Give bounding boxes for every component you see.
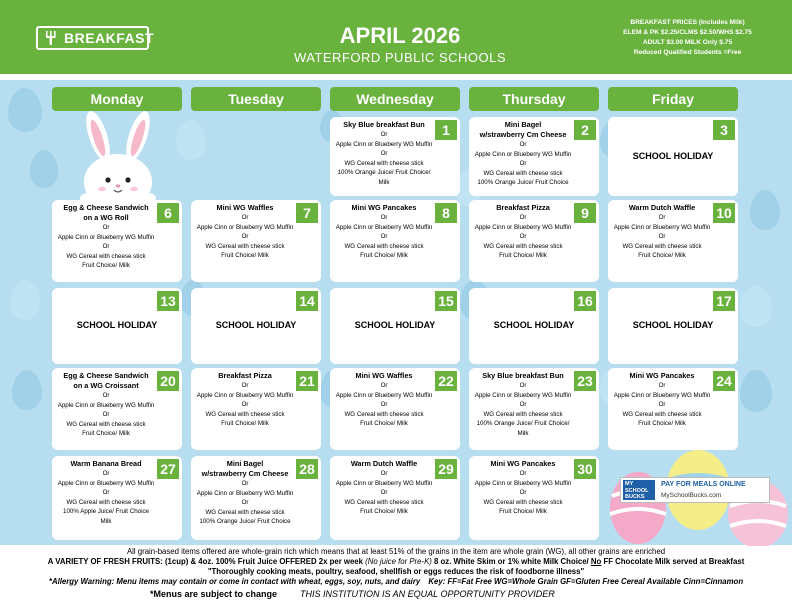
fork-icon	[44, 31, 58, 45]
menu-line: Fruit Choice/ Milk	[638, 420, 686, 427]
menu-items	[334, 459, 434, 517]
menu-line: Fruit Choice/ Milk	[82, 262, 130, 269]
menu-line: Or	[241, 401, 249, 408]
price-line: BREAKFAST PRICES (Includes Milk)	[630, 19, 745, 26]
menu-items	[56, 203, 156, 271]
calendar-day-cell	[330, 456, 460, 540]
menu-items	[195, 371, 295, 429]
holiday-label: SCHOOL HOLIDAY	[76, 320, 158, 330]
menu-line: Apple Cinn or Blueberry WG Muffin	[613, 223, 711, 231]
menu-line: Or	[102, 224, 110, 231]
menu-items	[612, 203, 712, 261]
logo-line: BUCKS	[625, 494, 645, 500]
calendar-day-cell	[330, 288, 460, 364]
footer-text: All grain-based items offered are whole-grain rich which means that at least 51% of the grains in the item are whole grain (WG), all other grains are enriched	[126, 547, 666, 556]
menu-item-title: Sky Blue breakfast Bun	[482, 371, 564, 380]
menu-line: Apple Cinn or Blueberry WG Muffin	[613, 391, 711, 399]
menu-line: 100% Orange Juice/ Fruit Choice	[477, 179, 569, 186]
calendar-day-cell	[469, 288, 599, 364]
calendar-day-cell	[469, 200, 599, 282]
calendar-day-cell	[608, 368, 738, 450]
decorative-egg	[12, 370, 42, 410]
menu-item-title: Mini WG Pancakes	[351, 203, 417, 212]
menu-line: Or	[380, 489, 388, 496]
menu-line: Or	[241, 499, 249, 506]
day-number: 7	[296, 203, 318, 223]
myschoolbucks-logo	[623, 480, 655, 500]
menu-items	[473, 120, 573, 188]
menu-line: WG Cereal with cheese stick	[66, 498, 146, 506]
calendar-day-cell	[469, 117, 599, 196]
menu-line: Or	[380, 382, 388, 389]
menu-line: Or	[241, 382, 249, 389]
menu-line: Or	[658, 401, 666, 408]
menu-items	[334, 371, 434, 429]
logo-line: SCHOOL	[625, 487, 649, 494]
calendar-day-cell	[608, 288, 738, 364]
day-number: 24	[713, 371, 735, 391]
menu-item-title: Mini WG Waffles	[355, 371, 413, 380]
menu-line: Or	[658, 214, 666, 221]
menu-line: Apple Cinn or Blueberry WG Muffin	[474, 391, 572, 399]
footer-text: *Allergy Warning: Menu items may contain or come in contact with wheat, eggs, soy, nuts, and dairy	[48, 577, 421, 586]
menu-line: WG Cereal with cheese stick	[66, 252, 146, 260]
calendar-day-cell	[52, 288, 182, 364]
page-subtitle: WATERFORD PUBLIC SCHOOLS	[293, 50, 507, 65]
menu-line: Or	[380, 401, 388, 408]
menu-item-title: Mini WG Pancakes	[490, 459, 556, 468]
day-number: 16	[574, 291, 596, 311]
menu-line: WG Cereal with cheese stick	[344, 498, 424, 506]
menu-line: Or	[102, 392, 110, 399]
day-header-friday: Friday	[608, 87, 738, 111]
footer-text: "Thoroughly cooking meats, poultry, seafood, shellfish or eggs reduces the risk of foodborne illness"	[207, 567, 585, 576]
menu-line: Apple Cinn or Blueberry WG Muffin	[335, 479, 433, 487]
menu-line: Apple Cinn or Blueberry WG Muffin	[57, 401, 155, 409]
decorative-egg	[10, 280, 40, 320]
menu-item-title: Egg & Cheese Sandwich	[63, 371, 149, 380]
footer-allergy	[0, 577, 792, 586]
day-number: 14	[296, 291, 318, 311]
menu-item-title: Egg & Cheese Sandwich	[63, 203, 149, 212]
menu-line: WG Cereal with cheese stick	[483, 242, 563, 250]
day-number: 9	[574, 203, 596, 223]
calendar-day-cell	[191, 368, 321, 450]
menu-items	[56, 371, 156, 439]
menu-line: WG Cereal with cheese stick	[344, 159, 424, 167]
menu-line: WG Cereal with cheese stick	[66, 420, 146, 428]
menu-line: 100% Orange Juice/ Fruit Choice/ Milk	[476, 420, 570, 437]
menu-item-title: on a WG Roll	[83, 213, 129, 222]
day-number: 6	[157, 203, 179, 223]
holiday-label: SCHOOL HOLIDAY	[493, 320, 575, 330]
day-number: 13	[157, 291, 179, 311]
footer-fruit-milk-note	[0, 557, 792, 566]
footer-text: THIS INSTITUTION IS AN EQUAL OPPORTUNITY PROVIDER	[300, 589, 555, 599]
menu-line: Or	[102, 411, 110, 418]
menu-line: WG Cereal with cheese stick	[344, 242, 424, 250]
menu-line: Apple Cinn or Blueberry WG Muffin	[196, 489, 294, 497]
menu-line: Or	[241, 233, 249, 240]
menu-items	[473, 371, 573, 438]
menu-line: Or	[519, 160, 527, 167]
calendar-day-cell	[52, 200, 182, 282]
menu-line: Apple Cinn or Blueberry WG Muffin	[57, 479, 155, 487]
calendar-day-cell	[608, 117, 738, 196]
menu-line: Fruit Choice/ Milk	[360, 508, 408, 515]
footer-text: A VARIETY OF FRESH FRUITS: (1cup) & 4oz. 100% Fruit Juice OFFERED 2x per week	[47, 557, 363, 566]
calendar-day-cell	[52, 456, 182, 540]
menu-item-title: Mini WG Waffles	[216, 203, 274, 212]
menu-line: Apple Cinn or Blueberry WG Muffin	[474, 223, 572, 231]
day-number: 20	[157, 371, 179, 391]
day-header-tuesday: Tuesday	[191, 87, 321, 111]
calendar-day-cell	[52, 368, 182, 450]
day-number: 8	[435, 203, 457, 223]
menu-line: Or	[380, 233, 388, 240]
holiday-label: SCHOOL HOLIDAY	[215, 320, 297, 330]
menu-item-title: Breakfast Pizza	[218, 371, 272, 380]
menu-line: Or	[380, 150, 388, 157]
menu-line: Apple Cinn or Blueberry WG Muffin	[335, 223, 433, 231]
menu-line: Or	[519, 382, 527, 389]
decorative-egg	[750, 190, 780, 230]
menu-items	[56, 459, 156, 526]
day-number: 10	[713, 203, 735, 223]
decorative-egg	[176, 120, 206, 160]
calendar-day-cell	[469, 456, 599, 540]
menu-line: Apple Cinn or Blueberry WG Muffin	[474, 479, 572, 487]
menu-line: WG Cereal with cheese stick	[344, 410, 424, 418]
holiday-label: SCHOOL HOLIDAY	[632, 320, 714, 330]
menu-items	[473, 459, 573, 517]
menu-line: Or	[519, 214, 527, 221]
menu-item-title: on a WG Croissant	[73, 381, 139, 390]
menu-item-title: Mini WG Pancakes	[629, 371, 695, 380]
menu-item-title: Warm Dutch Waffle	[628, 203, 696, 212]
menu-item-title: Warm Banana Bread	[70, 459, 142, 468]
day-number: 22	[435, 371, 457, 391]
decorative-egg	[740, 285, 772, 327]
footer-grain-note	[0, 547, 792, 556]
menu-line: Apple Cinn or Blueberry WG Muffin	[335, 140, 433, 148]
decorative-egg	[740, 370, 772, 412]
header-banner	[0, 0, 792, 74]
menu-line: Apple Cinn or Blueberry WG Muffin	[196, 223, 294, 231]
day-number: 28	[296, 459, 318, 479]
menu-line: Or	[380, 131, 388, 138]
footer-text: No	[590, 557, 602, 566]
pay-title: PAY FOR MEALS ONLINE	[661, 481, 746, 488]
menu-line: Apple Cinn or Blueberry WG Muffin	[335, 391, 433, 399]
price-line: Reduced Qualified Students =Free	[633, 49, 742, 56]
holiday-label: SCHOOL HOLIDAY	[632, 150, 714, 161]
menu-items	[195, 459, 295, 527]
menu-line: Fruit Choice/ Milk	[221, 252, 269, 259]
calendar-day-cell	[330, 117, 460, 196]
menu-line: WG Cereal with cheese stick	[622, 410, 702, 418]
day-number: 27	[157, 459, 179, 479]
menu-item-title: Breakfast Pizza	[496, 203, 550, 212]
menu-line: Or	[102, 470, 110, 477]
bunny-illustration	[68, 110, 168, 202]
day-number: 29	[435, 459, 457, 479]
calendar-day-cell	[469, 368, 599, 450]
menu-items	[334, 203, 434, 261]
decorative-egg	[30, 150, 58, 188]
menu-line: Milk	[100, 517, 112, 525]
decorative-egg	[8, 88, 42, 132]
menu-line: WG Cereal with cheese stick	[483, 410, 563, 418]
footer-text: (No juice for Pre-K)	[365, 557, 432, 566]
page-title: APRIL 2026	[339, 23, 461, 48]
menu-line: WG Cereal with cheese stick	[205, 508, 285, 516]
menu-line: Or	[519, 489, 527, 496]
menu-line: WG Cereal with cheese stick	[483, 169, 563, 177]
footer-text: *Menus are subject to change	[150, 589, 278, 599]
calendar-day-cell	[191, 456, 321, 540]
day-number: 2	[574, 120, 596, 140]
day-number: 23	[574, 371, 596, 391]
menu-line: WG Cereal with cheese stick	[483, 498, 563, 506]
day-number: 21	[296, 371, 318, 391]
footer-text: FF Chocolate Milk served at Breakfast	[603, 557, 745, 566]
menu-line: Fruit Choice/ Milk	[82, 430, 130, 437]
menu-line: 100% Orange Juice/ Fruit Choice	[199, 518, 291, 525]
price-list	[600, 18, 775, 58]
menu-line: Or	[380, 470, 388, 477]
menu-items	[473, 203, 573, 261]
menu-line: Or	[102, 243, 110, 250]
menu-line: Fruit Choice/ Milk	[221, 420, 269, 427]
menu-items	[195, 203, 295, 261]
menu-line: Or	[519, 470, 527, 477]
menu-line: Apple Cinn or Blueberry WG Muffin	[196, 391, 294, 399]
footer-text: 8 oz. White Skim or 1% white Milk Choice/	[434, 557, 589, 566]
pay-url[interactable]: MySchoolBucks.com	[661, 492, 722, 499]
price-line: ADULT $3.00 MILK Only $.75	[642, 39, 733, 46]
day-number: 1	[435, 120, 457, 140]
day-header-thursday: Thursday	[469, 87, 599, 111]
footer-food-safety	[0, 567, 792, 576]
menu-line: 100% Apple Juice/ Fruit Choice	[63, 508, 149, 515]
menu-line: Fruit Choice/ Milk	[360, 252, 408, 259]
menu-line: Or	[241, 214, 249, 221]
day-number: 3	[713, 120, 735, 140]
menu-line: Fruit Choice/ Milk	[499, 508, 547, 515]
menu-item-title: Sky Blue breakfast Bun	[343, 120, 425, 129]
menu-line: Or	[241, 480, 249, 487]
day-header-wednesday: Wednesday	[330, 87, 460, 111]
day-number: 17	[713, 291, 735, 311]
menu-line: Or	[380, 214, 388, 221]
menu-line: WG Cereal with cheese stick	[622, 242, 702, 250]
day-header-monday: Monday	[52, 87, 182, 111]
menu-line: Fruit Choice/ Milk	[360, 420, 408, 427]
menu-line: 100% Orange Juice/ Fruit Choice/ Milk	[337, 169, 431, 186]
day-number: 15	[435, 291, 457, 311]
menu-line: Or	[519, 233, 527, 240]
calendar-day-cell	[191, 200, 321, 282]
price-line: ELEM & PK $2.25/CLMS $2.50/WHS $2.75	[623, 29, 752, 36]
logo-text: BREAKFAST	[64, 30, 155, 46]
menu-item-title: Mini Bagel	[504, 120, 542, 129]
menu-line: Apple Cinn or Blueberry WG Muffin	[474, 150, 572, 158]
menu-line: WG Cereal with cheese stick	[205, 410, 285, 418]
calendar-day-cell	[191, 288, 321, 364]
menu-line: Apple Cinn or Blueberry WG Muffin	[57, 233, 155, 241]
menu-line: Fruit Choice/ Milk	[499, 252, 547, 259]
calendar-day-cell	[330, 200, 460, 282]
menu-item-title: w/strawberry Cm Cheese	[201, 469, 289, 478]
day-number: 30	[574, 459, 596, 479]
menu-item-title: Mini Bagel	[226, 459, 264, 468]
pay-meals-online-badge[interactable]	[620, 477, 770, 503]
menu-line: Fruit Choice/ Milk	[638, 252, 686, 259]
menu-line: Or	[658, 382, 666, 389]
holiday-label: SCHOOL HOLIDAY	[354, 320, 436, 330]
menu-line: Or	[519, 141, 527, 148]
calendar-day-cell	[330, 368, 460, 450]
menu-line: Or	[102, 489, 110, 496]
logo-line: MY	[625, 481, 634, 487]
footer-text: Key: FF=Fat Free WG=Whole Grain GF=Gluten Free Cereal Available Cinn=Cinnamon	[428, 577, 744, 586]
breakfast-logo	[36, 26, 155, 50]
menu-items	[612, 371, 712, 429]
menu-items	[334, 120, 434, 187]
menu-item-title: w/strawberry Cm Cheese	[479, 130, 567, 139]
menu-line: Or	[519, 401, 527, 408]
menu-line: Or	[658, 233, 666, 240]
menu-item-title: Warm Dutch Waffle	[350, 459, 418, 468]
calendar-day-cell	[608, 200, 738, 282]
menu-line: WG Cereal with cheese stick	[205, 242, 285, 250]
